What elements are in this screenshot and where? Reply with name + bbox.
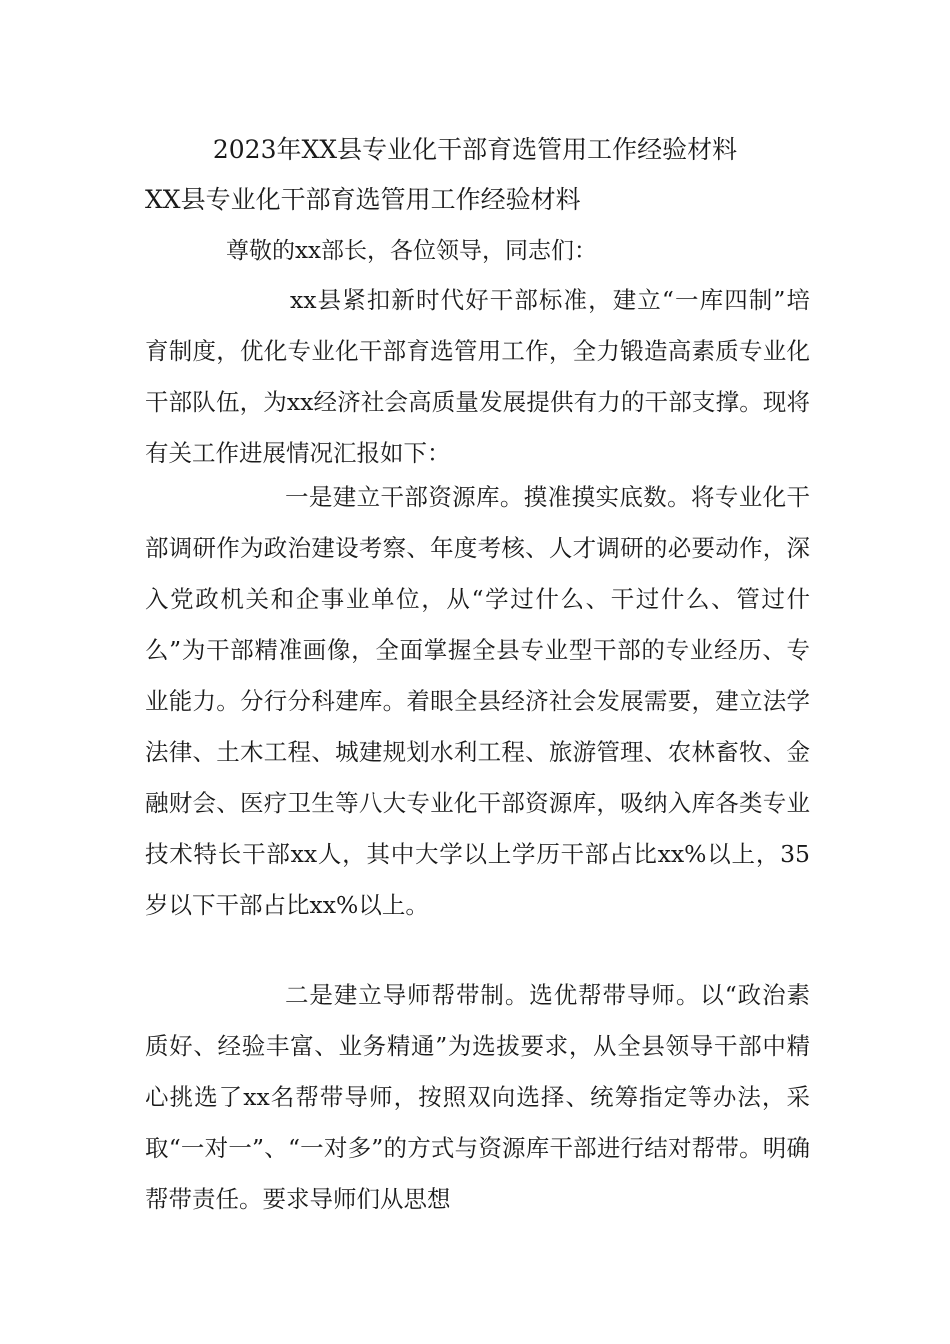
document-subtitle: XX县专业化干部育选管用工作经验材料 bbox=[145, 185, 581, 214]
paragraph-mentor-system: 二是建立导师帮带制。选优帮带导师。以“政治素质好、经验丰富、业务精通”为选拔要求，从全县领导干部中精心挑选了xx名帮带导师，按照双向选择、统筹指定等办法，采取“一对一”、“一对多”的方式与资源库干部进行结对帮带。明确帮带责任。要求导师们从思想 bbox=[145, 981, 810, 1213]
salutation: 尊敬的xx部长，各位领导，同志们： bbox=[226, 238, 597, 264]
document-title: 2023年XX县专业化干部育选管用工作经验材料 bbox=[212, 135, 738, 164]
paragraph-resource-pool: 一是建立干部资源库。摸准摸实底数。将专业化干部调研作为政治建设考察、年度考核、人才调研的必要动作，深入党政机关和企事业单位，从“学过什么、干过什么、管过什么”为干部精准画像，全面掌握全县专业型干部的专业经历、专业能力。分行分科建库。着眼全县经济社会发展需要，建立法学法律、土木工程、城建规划水利工程、旅游管理、农林畜牧、金融财会、医疗卫生等八大专业化干部资源库，吸纳入库各类专业技术特长干部xx人，其中大学以上学历干部占比xx%以上，35岁以下干部占比xx%以上。 bbox=[145, 483, 810, 919]
paragraph-intro: xx县紧扣新时代好干部标准，建立“一库四制”培育制度，优化专业化干部育选管用工作，全力锻造高素质专业化干部队伍，为xx经济社会高质量发展提供有力的干部支撑。现将有关工作进展情况汇报如下： bbox=[145, 286, 810, 467]
